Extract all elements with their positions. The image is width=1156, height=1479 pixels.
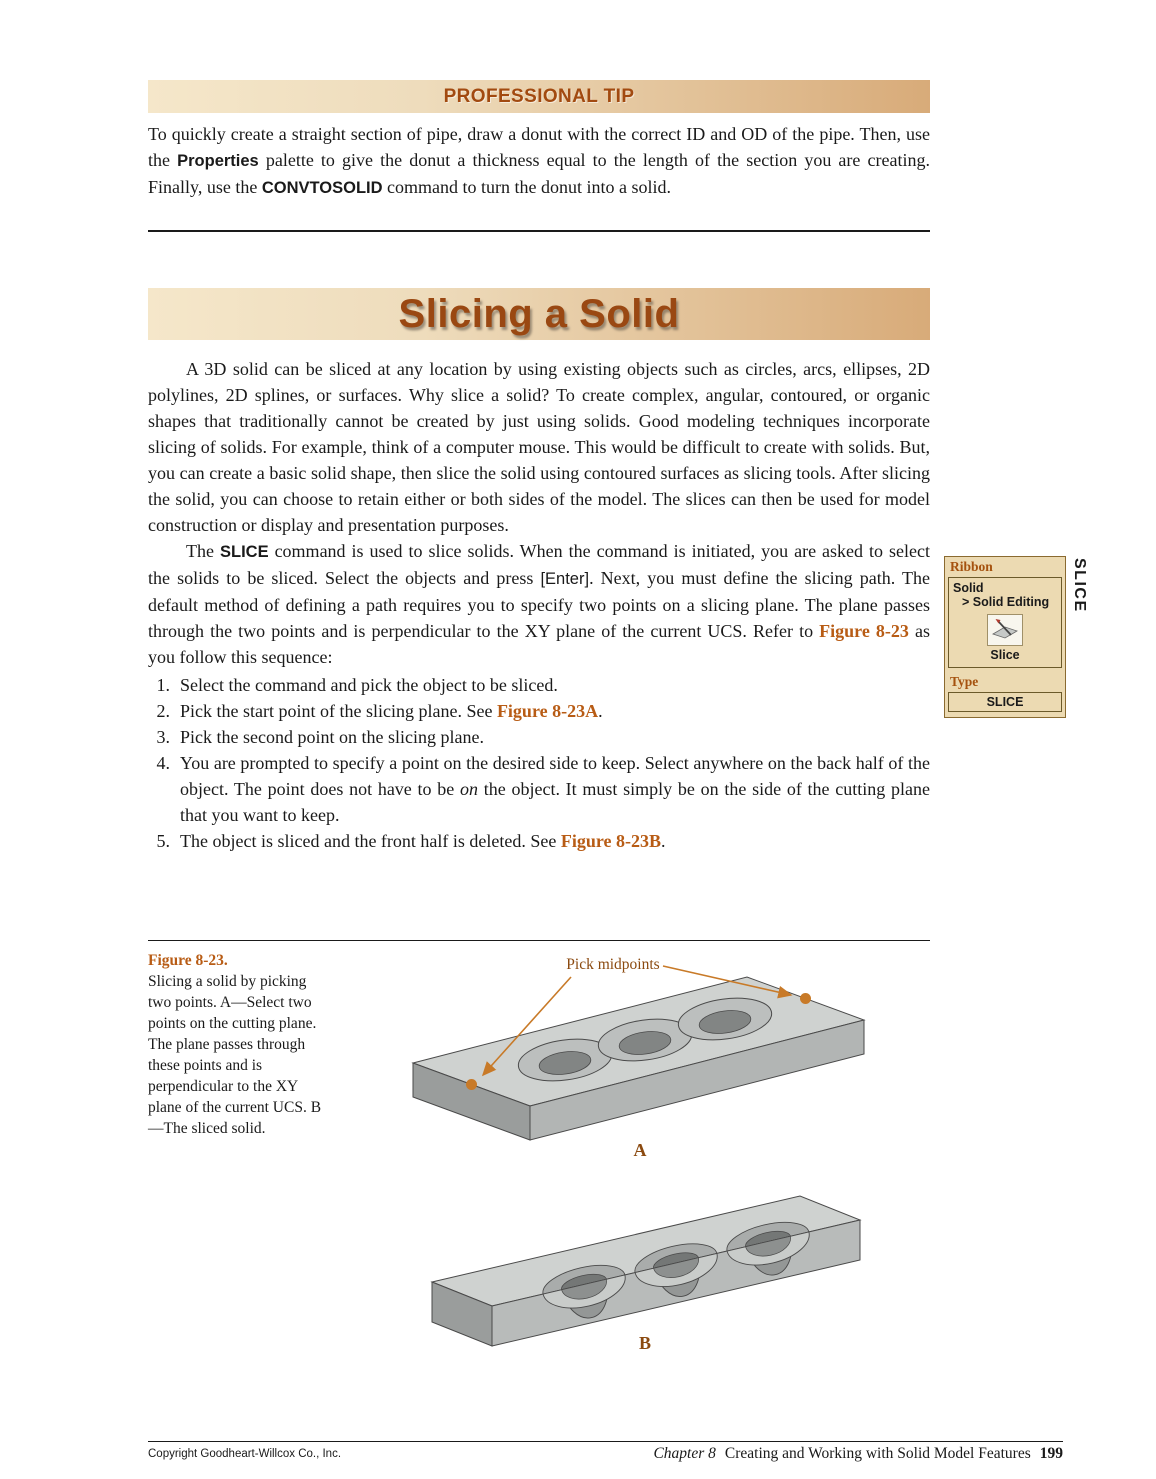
step-text [180,828,930,854]
figure-part-a-label: A [633,1140,647,1160]
footer-rule [148,1441,1063,1442]
paragraph-1: A 3D solid can be sliced at any location by using existing objects such as circles, arcs, ellipses, 2D polylines, 2D splines, or surfaces. Why slice a solid? To create complex, angular, contoured, or organic shapes that traditionally cannot be created by just using solids. Good modeling techniques incorporate slicing of solids. For example, think of a computer mouse. This would be difficult to create with solids. But, you can create a basic solid shape, then slice the solid using contoured surfaces as slicing tools. After slicing the solid, you can choose to retain either or both sides of the model. The slices can then be used for model construction or display and presentation purposes. [148,359,930,535]
page-number: 199 [1039,1445,1063,1462]
p2-text-2: command is used to slice solids. When the command is initiated, you are asked to select the solids to be sliced. Select the objects and press [148,541,930,588]
chapter-number: Chapter 8 [653,1445,716,1462]
step-text-part: the object. It must simply be on the side of the cutting plane that you want to keep. [180,779,930,825]
step-text [180,698,930,724]
step-text [180,750,930,828]
figure-top-rule [148,940,930,941]
step-1 [148,672,930,698]
step-4 [148,750,930,828]
figure-reference: Figure 8-23A [496,701,599,721]
midpoint-dot-1 [466,1079,477,1090]
slice-command-name: SLICE [219,543,269,561]
ribbon-path-box [948,577,1062,668]
p2-text-4: as you follow this sequence: [148,621,931,667]
professional-tip-title: PROFESSIONAL TIP [443,85,635,107]
step-2 [148,698,930,724]
step-text: Pick the second point on the slicing plane. [180,727,484,747]
paragraph-2 [148,538,930,670]
figure-reference: Figure 8-23B [560,831,662,851]
figure-23b-illustration [420,1183,870,1358]
tip-text-3: command to turn the donut into a solid. [382,177,672,197]
professional-tip-bar [148,80,930,113]
step-text-part: . [661,831,666,851]
emphasized-word: on [460,779,478,799]
slice-tool-icon [990,617,1020,643]
figure-caption-label: Figure 8-23. [148,952,228,969]
tip-text-2: palette to give the donut a thickness equal to the length of the section you are creating. Finally, use the [148,150,930,197]
step-number: 2. [156,701,170,721]
chapter-edge-tab-slice: SLICE [1071,558,1088,613]
ribbon-tab-label: Solid [953,581,984,595]
p2-text-1: The [186,541,220,561]
tip-divider-rule [148,230,930,232]
midpoint-dot-2 [800,993,811,1004]
enter-key-label: [Enter] [540,570,590,588]
pick-midpoints-label: Pick midpoints [566,956,660,973]
step-number: 3. [156,727,170,747]
slice-tool-button [987,614,1023,646]
ribbon-panel-label: > Solid Editing [962,595,1050,609]
step-text-part: . [598,701,603,721]
figure-caption-text: Slicing a solid by picking two points. A—Select two points on the cutting plane. The plane passes through these points and is perpendicular to the XY plane of the current UCS. B—The sliced solid. [148,973,322,1137]
figure-reference: Figure 8-23 [819,621,909,641]
running-footer [653,1445,1063,1463]
type-header-label: Type [950,674,979,689]
figure-23a-illustration [395,950,885,1150]
chapter-title: Creating and Working with Solid Model Features [724,1445,1031,1462]
copyright-notice: Copyright Goodheart-Willcox Co., Inc. [148,1448,342,1460]
convtosolid-command-name: CONVTOSOLID [261,179,383,197]
professional-tip-body [148,121,930,201]
step-text-part: You are prompted to specify a point on the desired side to keep. Select anywhere on the back half of the object. The point does not have to be [180,753,930,799]
step-text: Select the command and pick the object to be sliced. [180,675,558,695]
ribbon-header-label: Ribbon [950,559,993,574]
ribbon-reference-box [944,556,1066,718]
step-number: 5. [156,831,170,851]
section-heading-bar [148,288,930,340]
figure-caption [148,950,328,1139]
properties-command-name: Properties [177,152,259,170]
p2-text-3: . Next, you must define the slicing path. The default method of defining a path requires you to specify two points on a slicing plane. The plane passes through the two points and is perpendicular to the XY plane of the current UCS. Refer to [148,568,930,641]
step-text-part: The object is sliced and the front half is deleted. See [180,831,561,851]
section-title: Slicing a Solid [398,291,680,336]
step-5 [148,828,930,854]
slice-tool-label: Slice [990,648,1020,662]
step-text-part: Pick the start point of the slicing plane. See [180,701,497,721]
figure-part-b-label: B [638,1333,651,1353]
slice-command-box: SLICE [948,692,1062,712]
step-3 [148,724,930,750]
section-body [148,356,930,854]
step-number: 4. [156,753,170,773]
tip-text-1: To quickly create a straight section of pipe, draw a donut with the correct ID and OD of the pipe. Then, use the [148,124,930,170]
numbered-steps [148,672,930,854]
step-number: 1. [156,675,170,695]
